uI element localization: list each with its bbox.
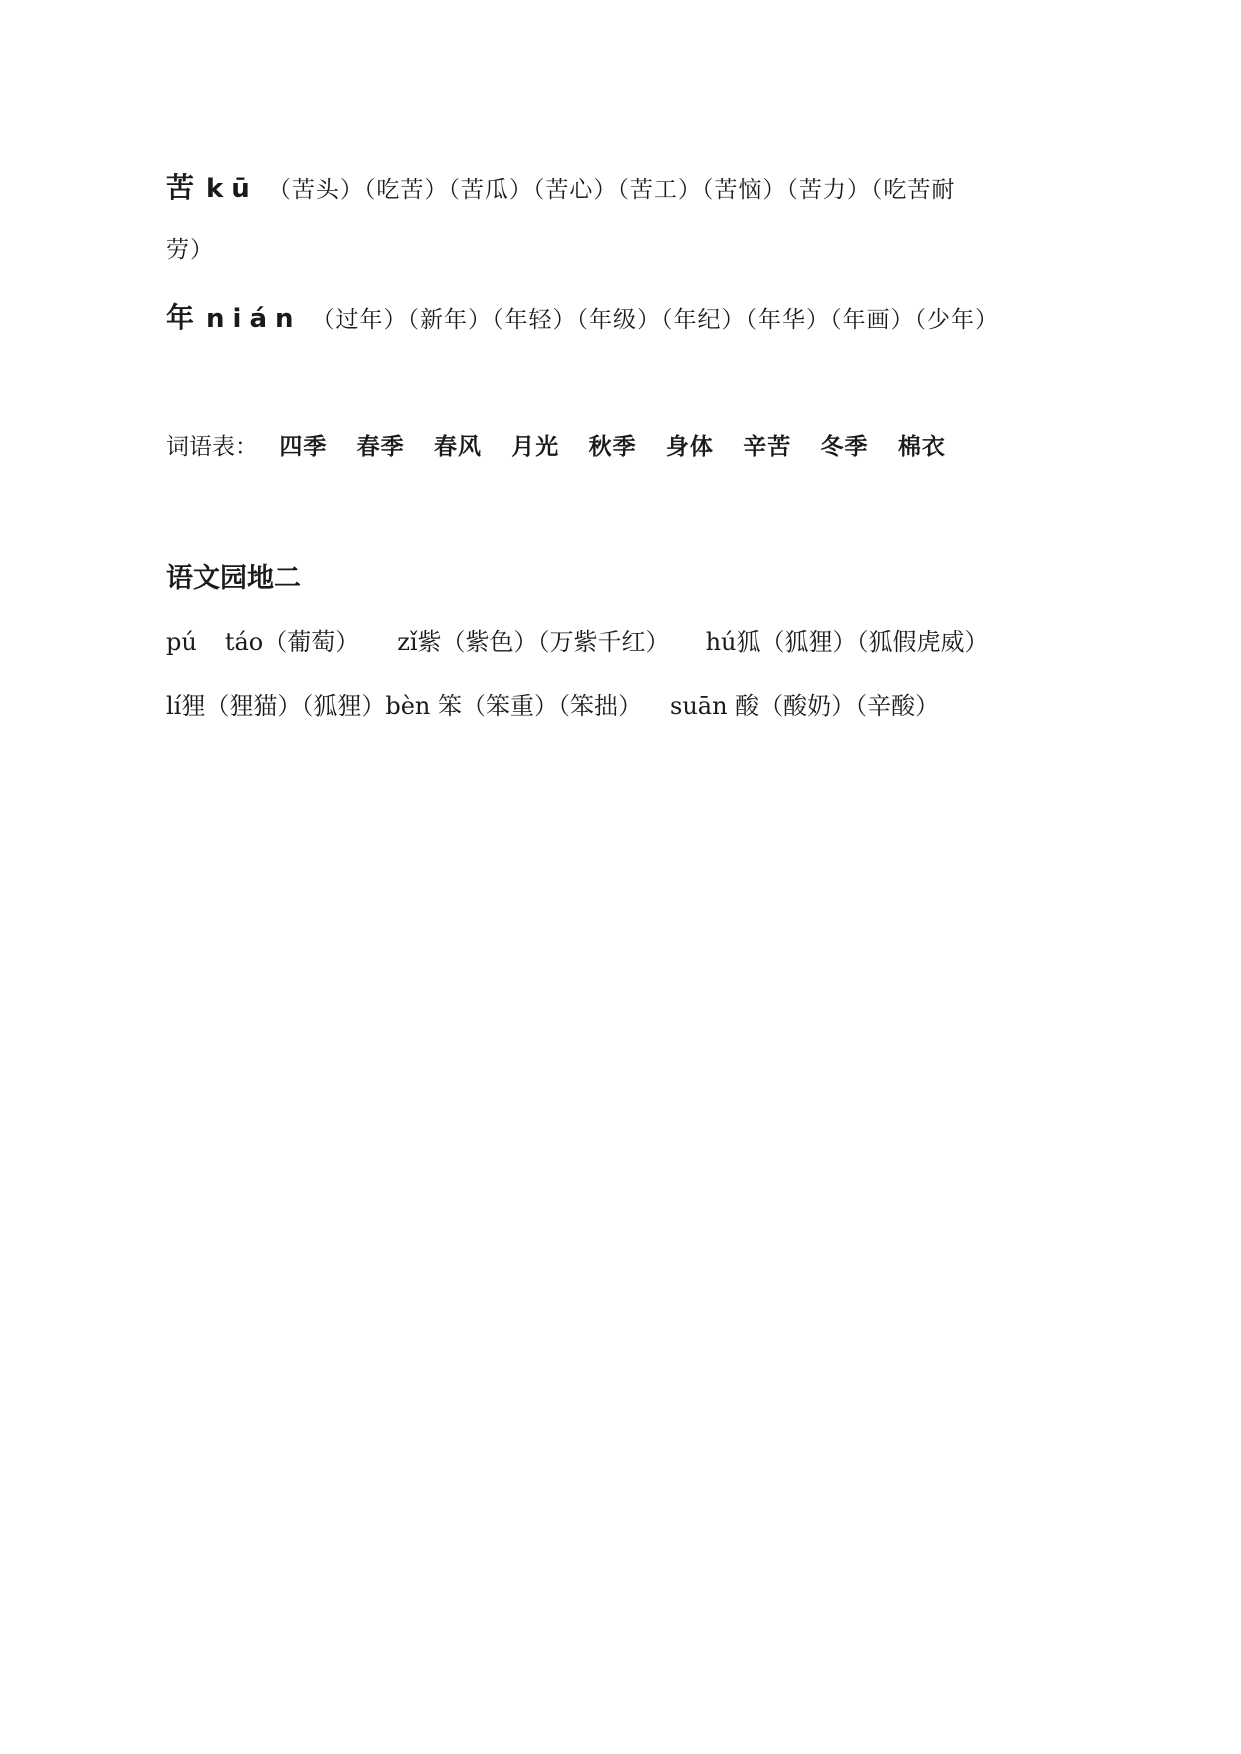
entry-pinyin: kū xyxy=(206,174,258,204)
vocab-item: 秋季 xyxy=(588,434,637,460)
entry-words: （苦头）（吃苦）（苦瓜）（苦心）（苦工）（苦恼）（苦力）（吃苦耐 xyxy=(267,177,956,203)
entry-nian xyxy=(166,296,999,336)
vocab-list xyxy=(166,428,968,461)
entry-pinyin: nián xyxy=(206,304,302,334)
vocab-item: 辛苦 xyxy=(743,434,792,460)
phonetic-item: zǐ紫（紫色）（万紫千红） xyxy=(397,628,670,656)
vocab-item: 冬季 xyxy=(820,434,869,460)
phonetic-item: lí狸（狸猫）（狐狸）bèn 笨（笨重）（笨拙） xyxy=(166,692,643,720)
entry-ku-continuation: 劳） xyxy=(166,237,214,263)
phonetics-line-2 xyxy=(166,686,939,721)
vocab-item: 春风 xyxy=(433,434,482,460)
phonetic-item: hú狐（狐狸）（狐假虎威） xyxy=(705,628,989,656)
section-title: 语文园地二 xyxy=(166,563,301,594)
vocab-item: 春季 xyxy=(356,434,405,460)
vocab-label: 词语表： xyxy=(166,434,258,460)
phonetic-item: táo（葡萄） xyxy=(224,628,360,656)
entry-char: 苦 xyxy=(166,171,201,204)
entry-words: （过年）（新年）（年轻）（年级）（年纪）（年华）（年画）（少年） xyxy=(311,307,999,333)
phonetics-line-1 xyxy=(166,622,988,657)
vocab-item: 身体 xyxy=(665,434,714,460)
entry-char: 年 xyxy=(166,301,201,334)
vocab-item: 月光 xyxy=(511,434,560,460)
phonetic-item: suān 酸（酸奶）（辛酸） xyxy=(670,692,940,720)
phonetic-item: pú xyxy=(166,628,197,656)
vocab-item: 棉衣 xyxy=(897,434,946,460)
entry-ku xyxy=(166,166,955,206)
vocab-item: 四季 xyxy=(279,434,328,460)
